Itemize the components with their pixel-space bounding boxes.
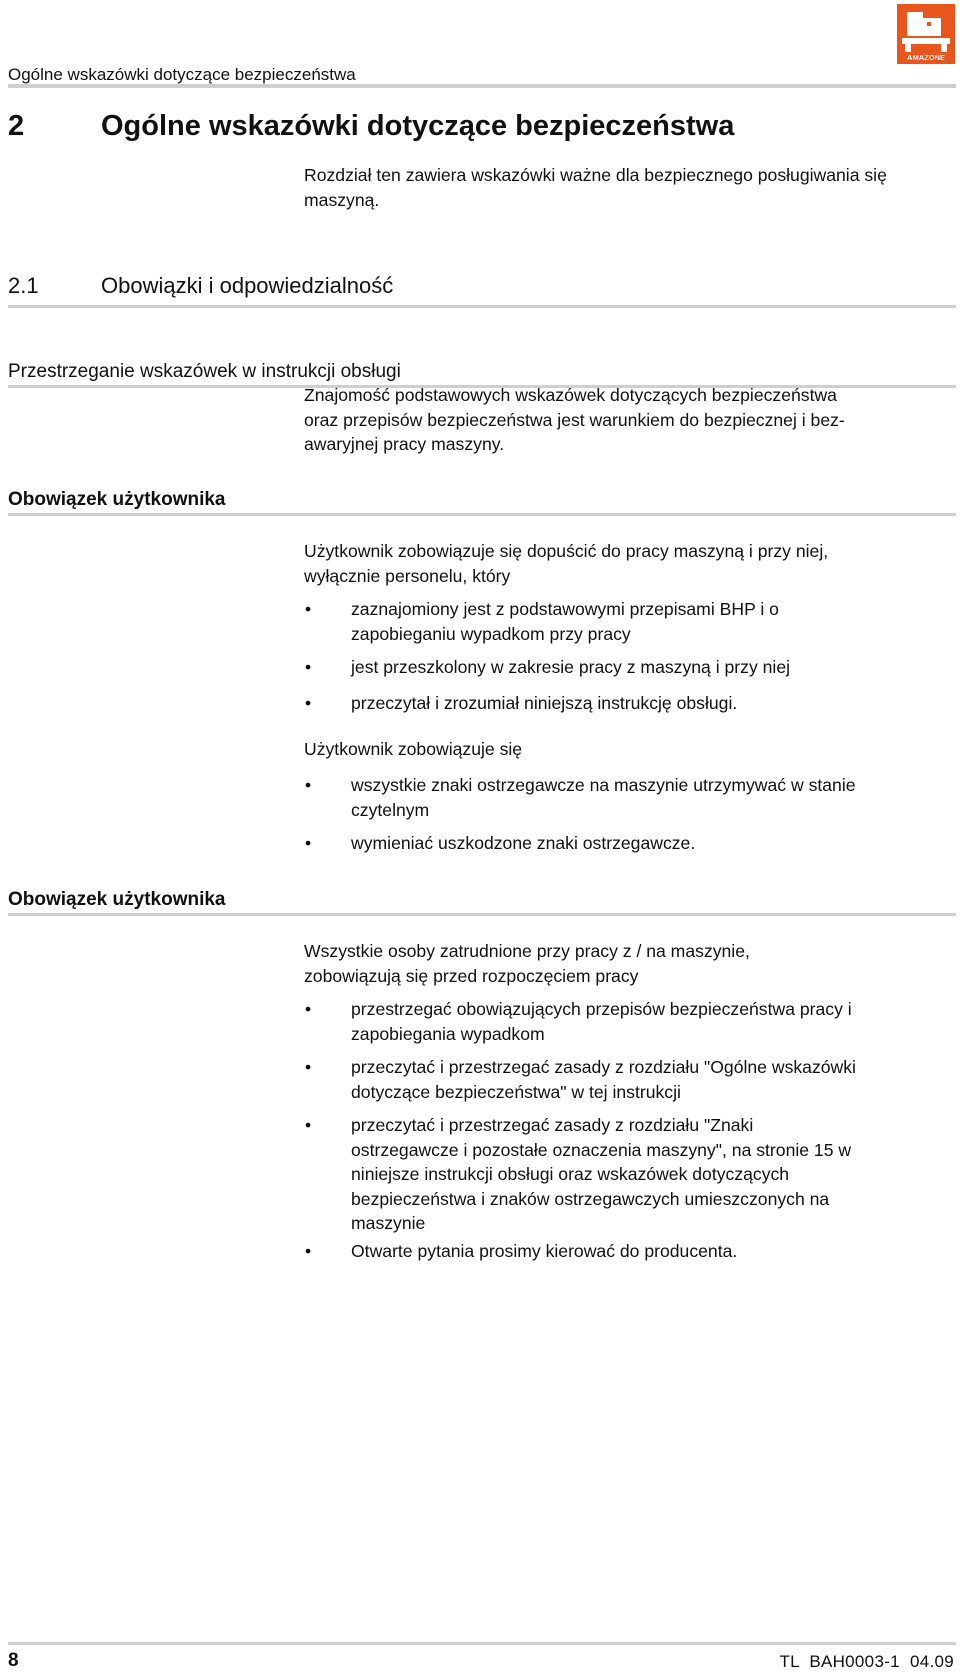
section-heading [8, 273, 393, 299]
list-item [304, 1113, 954, 1236]
page-number: 8 [8, 1650, 19, 1671]
text-line: Znajomość podstawowych wskazówek dotyczących bezpieczeństwa [304, 385, 837, 405]
text-line: ostrzegawcze i pozostałe oznaczenia maszyny", na stronie 15 w [351, 1139, 852, 1160]
text-line: zapobiegania wypadkom [351, 1023, 545, 1044]
staff-obligation-intro [304, 939, 954, 988]
list-item [304, 831, 954, 856]
section-divider [8, 305, 956, 308]
bullet-icon: • [305, 599, 312, 619]
text-line: zaznajomiony jest z podstawowymi przepisami BHP i o [351, 599, 779, 619]
text-line: przeczytał i zrozumiał niniejszą instrukcję obsługi. [351, 693, 738, 713]
list-item [304, 997, 954, 1046]
text-line: bezpieczeństwa i znaków ostrzegawczych umieszczonych na [351, 1188, 830, 1209]
text-line: jest przeszkolony w zakresie pracy z maszyną i przy niej [351, 657, 791, 677]
text-line: przestrzegać obowiązujących przepisów bezpieczeństwa pracy i [351, 999, 852, 1019]
section-title: Obowiązki i odpowiedzialność [101, 273, 394, 298]
text-line: wszystkie znaki ostrzegawcze na maszynie utrzymywać w stanie [351, 775, 856, 795]
amazone-logo [897, 4, 955, 64]
list-item [304, 655, 954, 680]
chapter-number: 2 [8, 110, 25, 142]
text-line: przeczytać i przestrzegać zasady z rozdziału "Ogólne wskazówki [351, 1057, 856, 1077]
bullet-icon: • [305, 1241, 312, 1261]
text-line: zobowiązują się przed rozpoczęciem pracy [304, 965, 639, 986]
text-line: niniejsze instrukcji obsługi oraz wskazówek dotyczących [351, 1164, 790, 1184]
user-obligation-intro [304, 539, 954, 588]
list-item [304, 1055, 954, 1104]
text-line: oraz przepisów bezpieczeństwa jest warunkiem do bezpiecznej i bez- [304, 409, 845, 430]
bullet-icon: • [305, 999, 312, 1019]
text-line: czytelnym [351, 799, 430, 820]
instructions-paragraph [304, 383, 954, 457]
user-obligation-intro-2: Użytkownik zobowiązuje się [304, 739, 523, 759]
running-header-title: Ogólne wskazówki dotyczące bezpieczeństwa [8, 65, 356, 84]
list-item [304, 597, 954, 646]
chapter-heading [8, 110, 734, 143]
list-item [304, 1239, 954, 1264]
text-line: wymieniać uszkodzone znaki ostrzegawcze. [351, 833, 696, 853]
text-line: awaryjnej pracy maszyny. [304, 434, 505, 454]
logo-text: AMAZONE [907, 53, 945, 62]
subheading-user-obligation: Obowiązek użytkownika [8, 489, 226, 510]
subheading-instructions: Przestrzeganie wskazówek w instrukcji obsługi [8, 361, 401, 382]
bullet-icon: • [305, 833, 312, 853]
document-id: TL BAH0003-1 04.09 [779, 1652, 954, 1671]
chapter-title: Ogólne wskazówki dotyczące bezpieczeństwa [101, 110, 735, 142]
text-line: zapobieganiu wypadkom przy pracy [351, 623, 631, 644]
bullet-icon: • [305, 693, 312, 713]
bullet-icon: • [305, 1115, 312, 1135]
subheading-user-obligation-2: Obowiązek użytkownika [8, 889, 226, 910]
bullet-icon: • [305, 657, 312, 677]
list-item [304, 773, 954, 822]
bullet-icon: • [305, 775, 312, 795]
text-line: Otwarte pytania prosimy kierować do producenta. [351, 1241, 738, 1261]
list-item [304, 691, 954, 716]
chapter-intro: Rozdział ten zawiera wskazówki ważne dla bezpiecznego posługiwania się maszyną. [304, 165, 887, 210]
text-line: przeczytać i przestrzegać zasady z rozdziału "Znaki [351, 1115, 754, 1135]
footer-divider [8, 1642, 956, 1645]
header-divider [8, 84, 956, 88]
bullet-icon: • [305, 1057, 312, 1077]
text-line: maszynie [351, 1213, 426, 1233]
text-line: Wszystkie osoby zatrudnione przy pracy z / na maszynie, [304, 941, 750, 961]
text-line: Użytkownik zobowiązuje się dopuścić do pracy maszyną i przy niej, [304, 541, 829, 561]
subheading-divider [8, 913, 956, 916]
text-line: wyłącznie personelu, który [304, 565, 511, 586]
text-line: dotyczące bezpieczeństwa" w tej instrukcji [351, 1081, 681, 1102]
section-number: 2.1 [8, 273, 39, 298]
subheading-divider [8, 513, 956, 516]
